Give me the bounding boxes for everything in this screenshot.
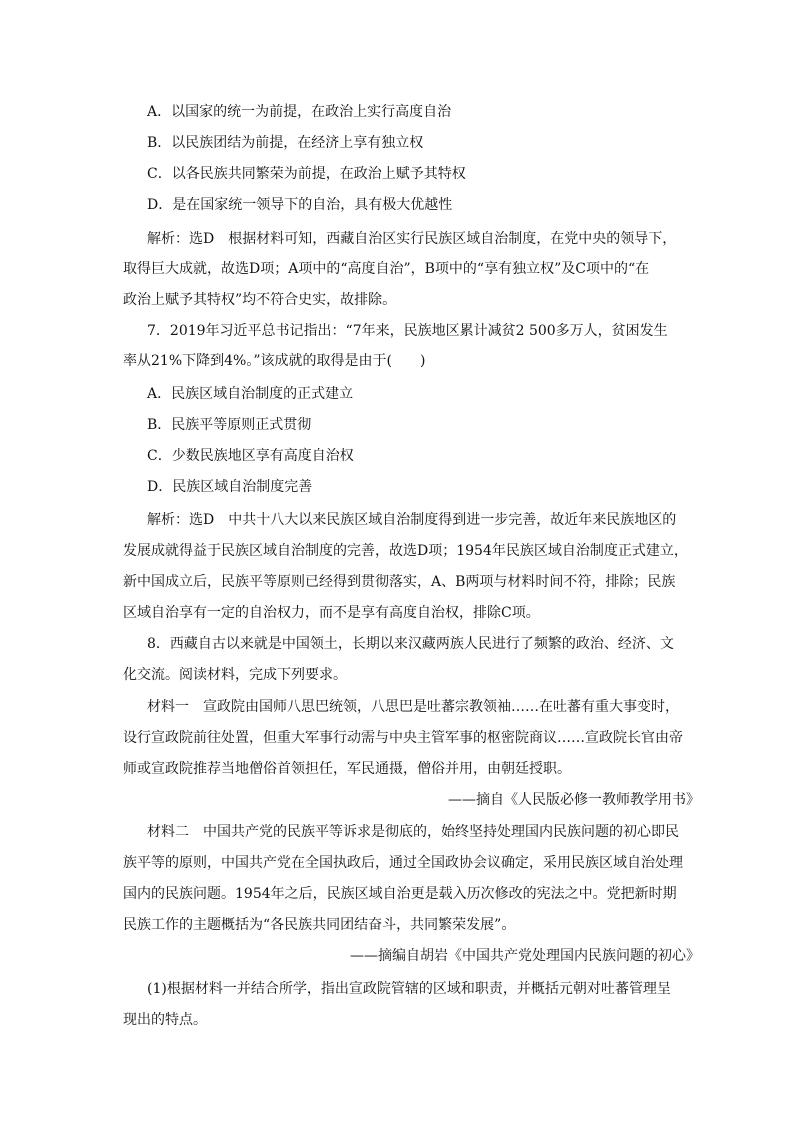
option-b-q6: B．以民族团结为前提，在经济上享有独立权 [147,135,424,151]
option-c-q6: C．以各民族共同繁荣为前提，在政治上赋予其特权 [147,166,466,182]
subquestion1-line2: 现出的特点。 [123,1012,207,1028]
analysis-q7-line1: 解析：选D 中共十八大以来民族区域自治制度得到进一步完善，故近年来民族地区的 [147,512,677,528]
q7-line1: 7．2019年习近平总书记指出：“7年来，民族地区累计减贫2 500多万人，贫困发生 [147,323,668,339]
option-b-q7: B．民族平等原则正式贯彻 [147,417,312,433]
material1-line3: 师或宣政院推荐当地僧俗首领担任，军民通摄，僧俗并用，由朝廷授职。 [123,761,571,777]
q8-line2: 化交流。阅读材料，完成下列要求。 [123,667,347,683]
material1-line2: 设行宣政院前往处置，但重大军事行动需与中央主管军事的枢密院商议……宣政院长官由帝 [123,730,683,746]
analysis-q7-line3: 新中国成立后，民族平等原则已经得到贯彻落实，A、B两项与材料时间不符，排除；民族 [123,574,676,590]
option-a-q6: A．以国家的统一为前提，在政治上实行高度自治 [147,104,452,120]
q7-line2: 率从21%下降到4%。”该成就的取得是由于( ) [123,353,426,369]
option-d-q7: D．民族区域自治制度完善 [147,479,313,495]
subquestion1-line1: (1)根据材料一并结合所学，指出宣政院管辖的区域和职责，并概括元朝对吐蕃管理呈 [147,981,671,997]
material2-source: ——摘编自胡岩《中国共产党处理国内民族问题的初心》 [350,948,700,964]
analysis-q6-line1: 解析：选D 根据材料可知，西藏自治区实行民族区域自治制度，在党中央的领导下， [147,231,677,247]
option-c-q7: C．少数民族地区享有高度自治权 [147,448,354,464]
analysis-q6-line2: 取得巨大成就，故选D项；A项中的“高度自治”，B项中的“享有独立权”及C项中的“在 [123,261,650,277]
material1-line1: 材料一 宣政院由国师八思巴统领，八思巴是吐蕃宗教领袖……在吐蕃有重大事变时， [147,699,679,715]
material1-source: ——摘自《人民版必修一教师教学用书》 [448,792,700,808]
analysis-q7-line2: 发展成就得益于民族区域自治制度的完善，故选D项；1954年民族区域自治制度正式建立， [123,543,688,559]
option-a-q7: A．民族区域自治制度的正式建立 [147,386,354,402]
material2-line4: 民族工作的主题概括为“各民族共同团结奋斗，共同繁荣发展”。 [123,917,516,933]
analysis-q7-line4: 区域自治享有一定的自治权力，而不是享有高度自治权，排除C项。 [123,605,540,621]
option-d-q6: D．是在国家统一领导下的自治，具有极大优越性 [147,197,453,213]
analysis-q6-line3: 政治上赋予其特权”均不符合史实，故排除。 [123,292,397,308]
q8-line1: 8．西藏自古以来就是中国领土，长期以来汉藏两族人民进行了频繁的政治、经济、文 [147,636,674,652]
material2-line1: 材料二 中国共产党的民族平等诉求是彻底的，始终坚持处理国内民族问题的初心即民 [147,824,679,840]
material2-line3: 国内的民族问题。1954年之后，民族区域自治更是载入历次修改的宪法之中。党把新时期 [123,886,677,902]
material2-line2: 族平等的原则，中国共产党在全国执政后，通过全国政协会议确定，采用民族区域自治处理 [123,855,683,871]
